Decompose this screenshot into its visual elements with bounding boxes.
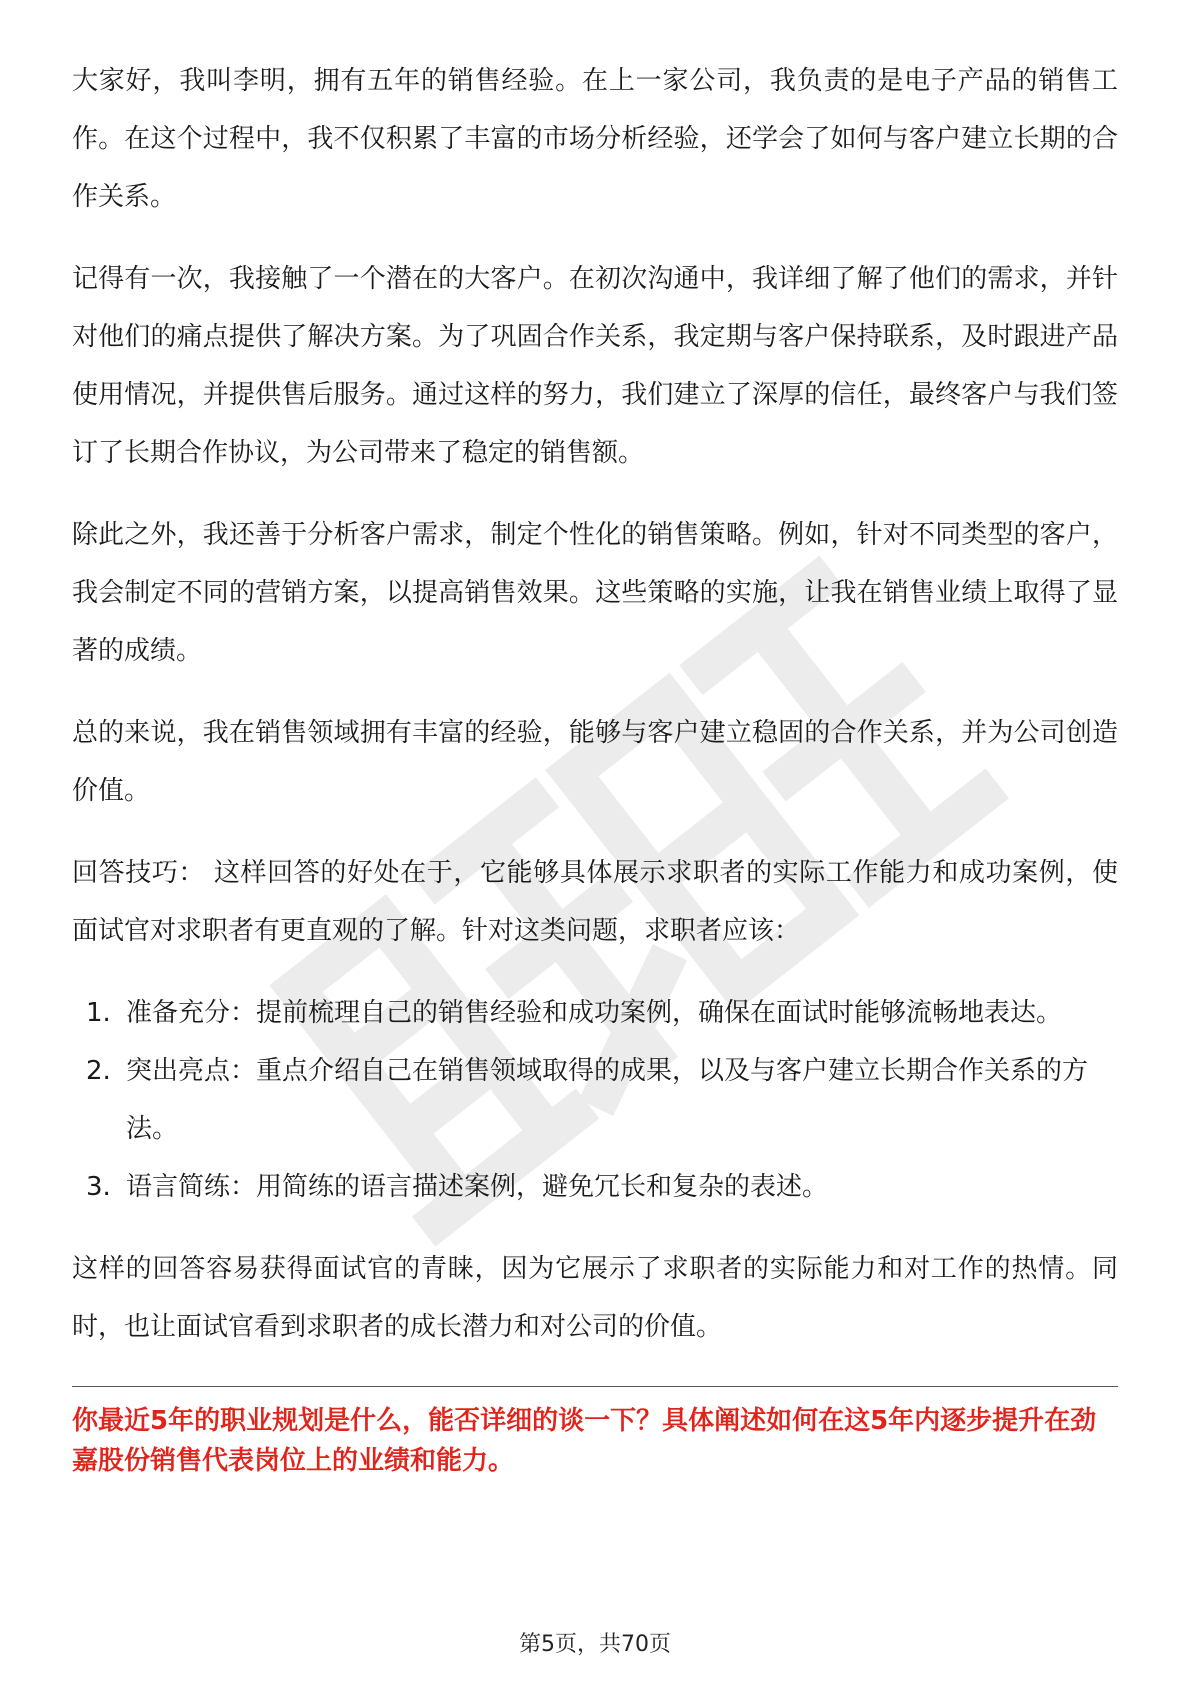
list-item [72,984,1118,1042]
document-body [72,52,1118,1481]
list-item-text: 突出亮点：重点介绍自己在销售领域取得的成果，以及与客户建立长期合作关系的方法。 [126,1056,1089,1144]
paragraph-strategy: 除此之外，我还善于分析客户需求，制定个性化的销售策略。例如，针对不同类型的客户，我会制定不同的营销方案，以提高销售效果。这些策略的实施，让我在销售业绩上取得了显著的成绩。 [72,520,1118,666]
list-item-text: 准备充分：提前梳理自己的销售经验和成功案例，确保在面试时能够流畅地表达。 [126,998,1063,1028]
section-divider [72,1386,1118,1387]
list-item [72,1042,1118,1158]
paragraph-summary: 总的来说，我在销售领域拥有丰富的经验，能够与客户建立稳固的合作关系，并为公司创造价值。 [72,718,1118,806]
paragraph-tips-intro: 回答技巧： 这样回答的好处在于，它能够具体展示求职者的实际工作能力和成功案例，使面试官对求职者有更直观的了解。针对这类问题，求职者应该： [72,858,1118,946]
list-item-number: 1. [86,998,111,1028]
paragraph-story: 记得有一次，我接触了一个潜在的大客户。在初次沟通中，我详细了解了他们的需求，并针对他们的痛点提供了解决方案。为了巩固合作关系，我定期与客户保持联系，及时跟进产品使用情况，并提供售后服务。通过这样的努力，我们建立了深厚的信任，最终客户与我们签订了长期合作协议，为公司带来了稳定的销售额。 [72,264,1118,468]
list-item-number: 3. [86,1172,111,1202]
next-question-heading: 你最近5年的职业规划是什么，能否详细的谈一下？具体阐述如何在这5年内逐步提升在劲嘉股份销售代表岗位上的业绩和能力。 [72,1406,1097,1476]
list-item [72,1158,1118,1216]
list-item-text: 语言简练：用简练的语言描述案例，避免冗长和复杂的表述。 [126,1172,829,1202]
list-item-number: 2. [86,1056,111,1086]
paragraph-intro: 大家好，我叫李明，拥有五年的销售经验。在上一家公司，我负责的是电子产品的销售工作。在这个过程中，我不仅积累了丰富的市场分析经验，还学会了如何与客户建立长期的合作关系。 [72,66,1118,212]
page-number: 第5页，共70页 [519,1632,671,1657]
tips-list [72,984,1118,1216]
paragraph-closing: 这样的回答容易获得面试官的青睐，因为它展示了求职者的实际能力和对工作的热情。同时，也让面试官看到求职者的成长潜力和对公司的价值。 [72,1254,1118,1342]
